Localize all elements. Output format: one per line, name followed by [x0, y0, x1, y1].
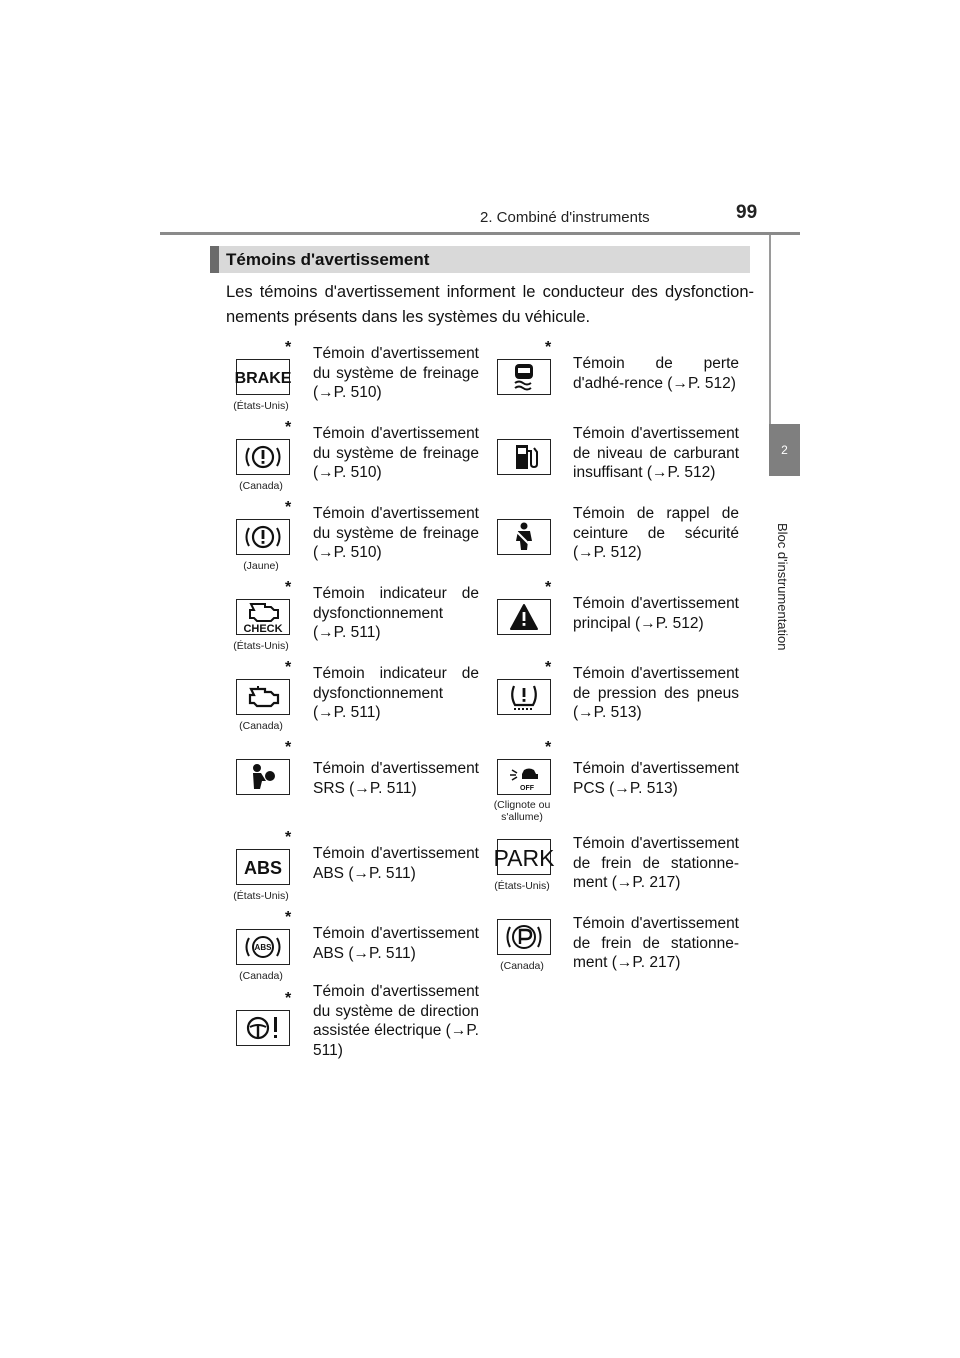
- chapter-tab-label: Bloc d'instrumentation: [775, 523, 790, 651]
- availability-mark: *: [545, 659, 552, 676]
- availability-mark: *: [545, 339, 552, 356]
- brake-circle-yellow-icon: [236, 519, 290, 555]
- brake-circle-icon: [236, 439, 290, 475]
- park-text-icon: [493, 839, 555, 875]
- warning-description: Témoin indicateur de dysfonctionnement (→P. 511): [313, 665, 479, 721]
- engine-icon: [236, 679, 290, 715]
- warning-description: Témoin d'avertissement de pression des pneus (→P. 513): [573, 665, 739, 721]
- icon-caption: (Jaune): [243, 560, 279, 572]
- warning-description: Témoin de perte d'adhé-rence (→P. 512): [573, 355, 739, 392]
- availability-mark: *: [545, 579, 552, 596]
- warning-description: Témoin d'avertissement du système de freinage (→P. 510): [313, 425, 479, 481]
- warning-description: Témoin d'avertissement de frein de stationne-ment (→P. 217): [573, 835, 739, 891]
- check-icon-label: CHECK: [243, 623, 283, 635]
- park-circle-icon: [497, 919, 551, 955]
- availability-mark: *: [285, 909, 292, 926]
- abs-text-icon: [236, 849, 290, 885]
- brake-text-icon: [236, 359, 290, 395]
- warning-description: Témoin d'avertissement de frein de stationne-ment (→P. 217): [573, 915, 739, 971]
- availability-mark: *: [285, 579, 292, 596]
- icon-caption: (États-Unis): [233, 640, 289, 652]
- steering-warning-icon: [236, 1010, 290, 1046]
- availability-mark: *: [285, 990, 292, 1007]
- abs-circle-label: ABS: [254, 943, 272, 952]
- section-title: Témoins d'avertissement: [226, 250, 430, 269]
- pcs-off-label: OFF: [520, 785, 534, 792]
- park-icon-label: PARK: [493, 845, 555, 871]
- availability-mark: *: [285, 739, 292, 756]
- warning-description: Témoin d'avertissement du système de freinage (→P. 510): [313, 345, 479, 401]
- warning-description: Témoin d'avertissement ABS (→P. 511): [313, 925, 479, 962]
- chapter-tab[interactable]: 2: [769, 424, 800, 476]
- header-divider: [160, 232, 800, 235]
- abs-icon-label: ABS: [243, 858, 283, 878]
- brake-icon-label: BRAKE: [234, 370, 292, 387]
- fuel-icon: [497, 439, 551, 475]
- icon-caption: (Canada): [239, 480, 283, 492]
- icon-caption: (États-Unis): [233, 400, 289, 412]
- warning-description: Témoin d'avertissement du système de direction assistée électrique (→P. 511): [313, 983, 479, 1059]
- check-engine-icon: [236, 599, 290, 635]
- tire-pressure-icon: [497, 679, 551, 715]
- icon-caption: (Canada): [239, 970, 283, 982]
- seatbelt-icon: [497, 519, 551, 555]
- warning-description: Témoin d'avertissement PCS (→P. 513): [573, 760, 739, 797]
- pcs-icon: [497, 759, 551, 795]
- airbag-icon: [236, 759, 290, 795]
- abs-circle-icon: [236, 929, 290, 965]
- availability-mark: *: [285, 339, 292, 356]
- availability-mark: *: [285, 659, 292, 676]
- warning-description: Témoin indicateur de dysfonctionnement (→P. 511): [313, 585, 479, 641]
- page-number: 99: [736, 202, 758, 223]
- warning-description: Témoin d'avertissement SRS (→P. 511): [313, 760, 479, 797]
- warning-description: Témoin d'avertissement principal (→P. 512): [573, 595, 739, 632]
- chapter-title: 2. Combiné d'instruments: [480, 209, 650, 226]
- availability-mark: *: [285, 829, 292, 846]
- icon-caption: (Clignote ou s'allume): [493, 799, 551, 823]
- availability-mark: *: [545, 739, 552, 756]
- warning-description: Témoin d'avertissement du système de freinage (→P. 510): [313, 505, 479, 561]
- availability-mark: *: [285, 419, 292, 436]
- warning-description: Témoin d'avertissement de niveau de carburant insuffisant (→P. 512): [573, 425, 739, 481]
- skid-icon: [497, 359, 551, 395]
- icon-caption: (Canada): [500, 960, 544, 972]
- master-warning-icon: [497, 599, 551, 635]
- icon-caption: (États-Unis): [494, 880, 550, 892]
- side-divider: [769, 235, 771, 425]
- availability-mark: *: [285, 499, 292, 516]
- icon-caption: (États-Unis): [233, 890, 289, 902]
- warning-description: Témoin d'avertissement ABS (→P. 511): [313, 845, 479, 882]
- icon-caption: (Canada): [239, 720, 283, 732]
- warning-description: Témoin de rappel de ceinture de sécurité (→P. 512): [573, 505, 739, 561]
- intro-paragraph: Les témoins d'avertissement informent le conducteur des dysfonction-nements présents dans les systèmes du véhicule.: [226, 283, 754, 326]
